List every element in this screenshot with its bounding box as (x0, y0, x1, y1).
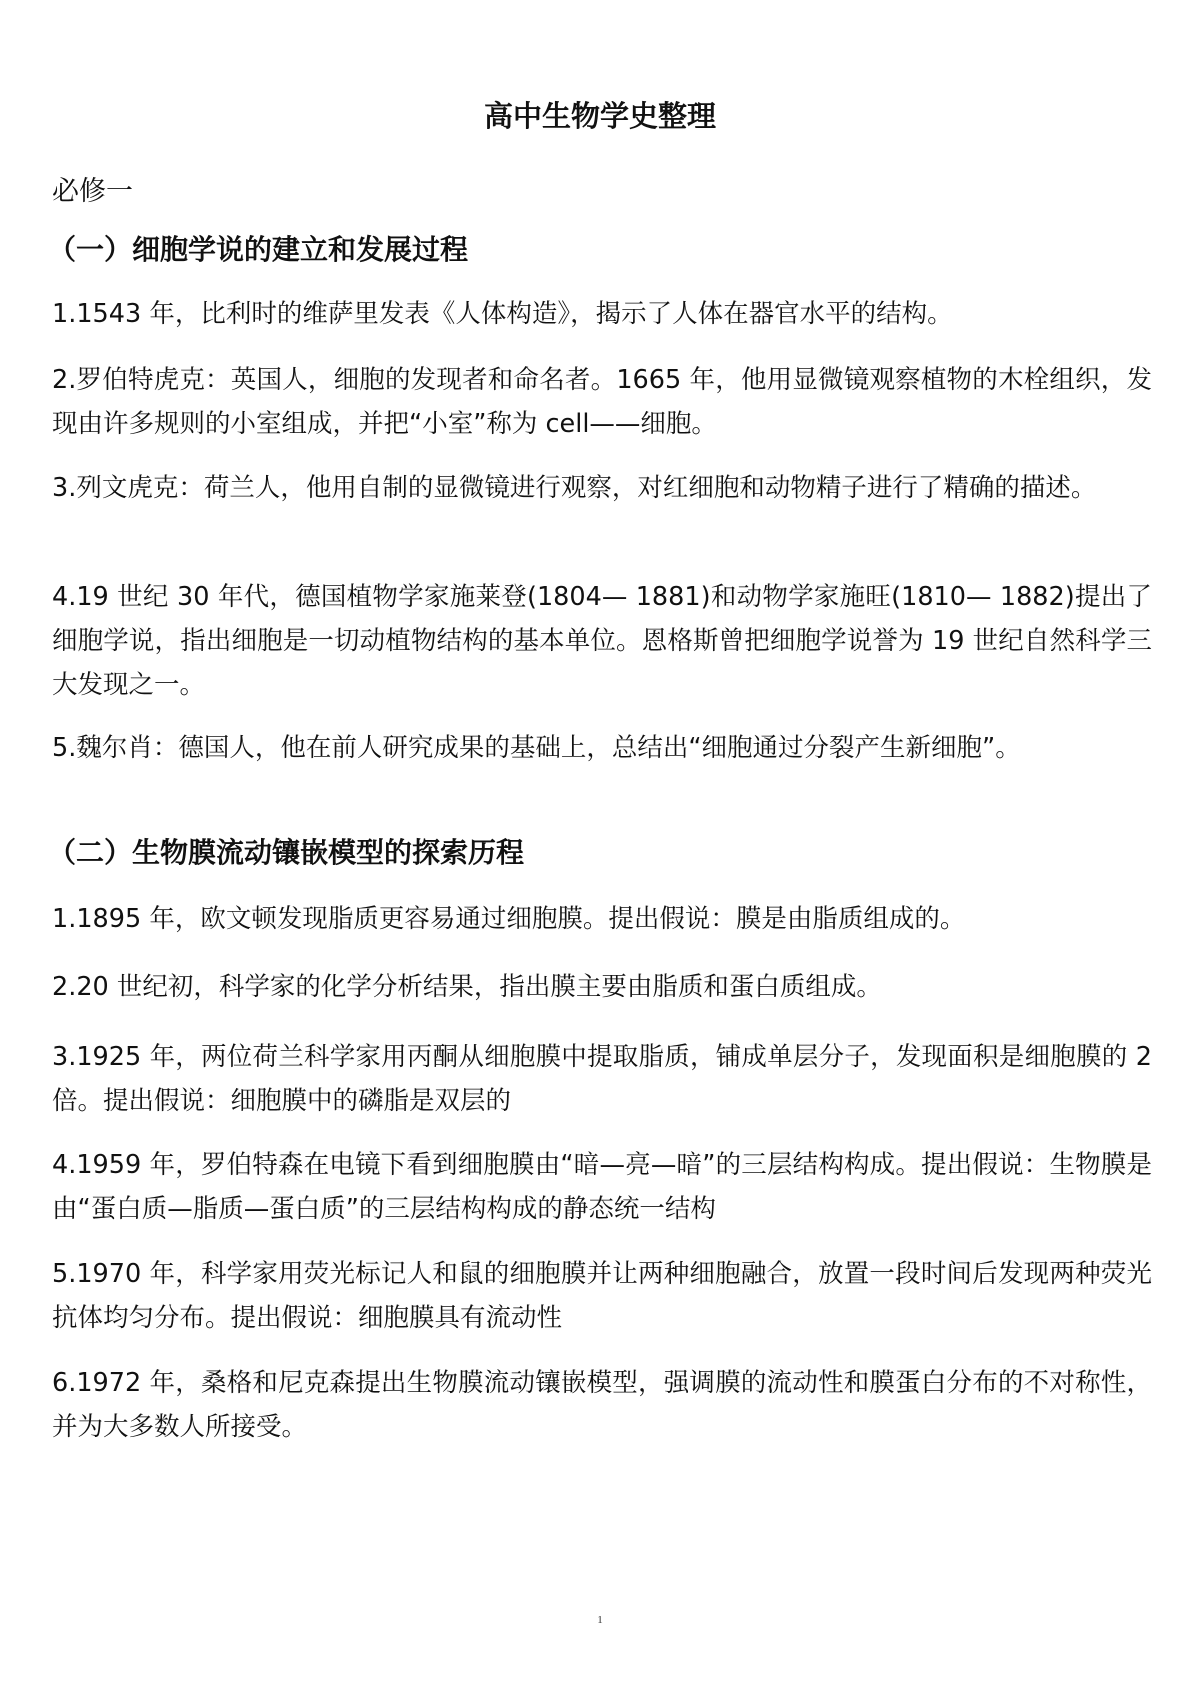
cell-theory-item-3: 3.列文虎克：荷兰人，他用自制的显微镜进行观察，对红细胞和动物精子进行了精确的描述。 (52, 473, 1097, 503)
membrane-item-6: 6.1972 年，桑格和尼克森提出生物膜流动镶嵌模型，强调膜的流动性和膜蛋白分布的不对称性，并为大多数人所接受。 (52, 1368, 1152, 1442)
cell-theory-item-4: 4.19 世纪 30 年代，德国植物学家施莱登(1804— 1881)和动物学家施旺(1810— 1882)提出了细胞学说，指出细胞是一切动植物结构的基本单位。恩格斯曾把细胞学说誉为 19 世纪自然科学三大发现之一。 (52, 582, 1152, 700)
cell-theory-item-5: 5.魏尔肖：德国人，他在前人研究成果的基础上，总结出“细胞通过分裂产生新细胞”。 (52, 733, 1021, 763)
page-number: 1 (597, 1614, 603, 1626)
section-heading-cell-theory: （一）细胞学说的建立和发展过程 (48, 233, 469, 266)
membrane-item-5: 5.1970 年，科学家用荧光标记人和鼠的细胞膜并让两种细胞融合，放置一段时间后发现两种荧光抗体均匀分布。提出假说：细胞膜具有流动性 (52, 1259, 1152, 1333)
document-title: 高中生物学史整理 (483, 99, 716, 133)
membrane-item-2: 2.20 世纪初，科学家的化学分析结果，指出膜主要由脂质和蛋白质组成。 (52, 972, 882, 1002)
membrane-item-4: 4.1959 年，罗伯特森在电镜下看到细胞膜由“暗—亮—暗”的三层结构构成。提出假说：生物膜是由“蛋白质—脂质—蛋白质”的三层结构构成的静态统一结构 (52, 1150, 1152, 1224)
membrane-item-3: 3.1925 年，两位荷兰科学家用丙酮从细胞膜中提取脂质，铺成单层分子，发现面积是细胞膜的 2 倍。提出假说：细胞膜中的磷脂是双层的 (52, 1042, 1152, 1116)
volume-label: 必修一 (52, 176, 133, 207)
membrane-item-1: 1.1895 年，欧文顿发现脂质更容易通过细胞膜。提出假说：膜是由脂质组成的。 (52, 904, 966, 934)
section-heading-membrane-model: （二）生物膜流动镶嵌模型的探索历程 (48, 836, 525, 869)
cell-theory-item-2: 2.罗伯特虎克：英国人，细胞的发现者和命名者。1665 年，他用显微镜观察植物的木栓组织，发现由许多规则的小室组成，并把“小室”称为 cell——细胞。 (52, 365, 1152, 439)
cell-theory-item-1: 1.1543 年，比利时的维萨里发表《人体构造》，揭示了人体在器官水平的结构。 (52, 299, 953, 329)
